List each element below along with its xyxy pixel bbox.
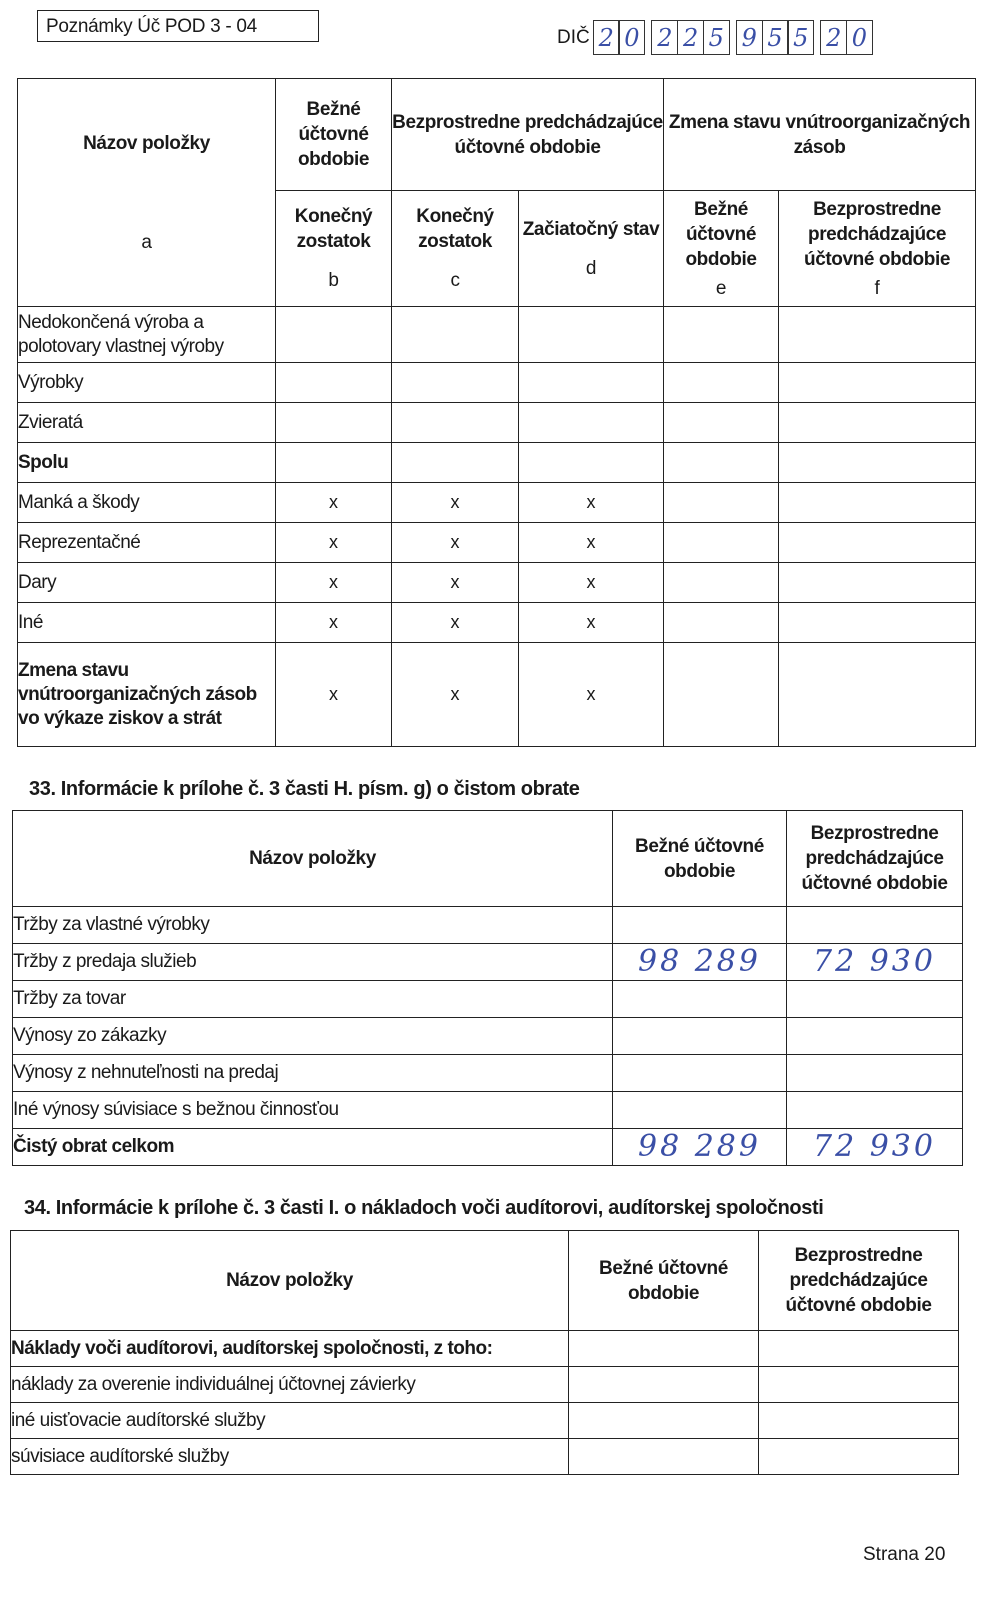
cell-e[interactable]: [664, 443, 779, 483]
table-row: [13, 1129, 963, 1166]
row-label: Dary: [18, 563, 276, 603]
row-label: Čistý obrat celkom: [13, 1129, 613, 1166]
row-label: Náklady voči audítorovi, audítorskej spoločnosti, z toho:: [11, 1331, 569, 1367]
row-label: Zvieratá: [18, 403, 276, 443]
table-row: [18, 643, 976, 747]
cell-current[interactable]: [613, 1092, 787, 1129]
cell-b: x: [276, 643, 392, 747]
table-row: [11, 1331, 959, 1367]
dic-label: DIČ: [557, 27, 590, 48]
col-header-opening-balance: Začiatočný stav d: [519, 191, 664, 307]
dic-digit[interactable]: 5: [787, 20, 814, 55]
cell-e[interactable]: [664, 363, 779, 403]
cell-e[interactable]: [664, 563, 779, 603]
table-row: [13, 981, 963, 1018]
table-row: [18, 363, 976, 403]
form-id: Poznámky Úč POD 3 - 04: [46, 16, 257, 37]
cell-previous[interactable]: [787, 981, 963, 1018]
row-label: Tržby za tovar: [13, 981, 613, 1018]
cell-current[interactable]: [613, 1018, 787, 1055]
cell-f[interactable]: [779, 643, 976, 747]
page-number: Strana 20: [863, 1544, 946, 1565]
col-header-name: Názov položky: [13, 811, 613, 907]
cell-c[interactable]: [392, 307, 519, 363]
dic-digit[interactable]: 0: [618, 20, 645, 55]
col-header-final-balance-previous: Konečný zostatok c: [392, 191, 519, 307]
dic-digit[interactable]: 5: [762, 20, 789, 55]
col-header-name: Názov položky: [11, 1231, 569, 1331]
cell-d: x: [519, 643, 664, 747]
cell-b: x: [276, 603, 392, 643]
cell-e[interactable]: [664, 483, 779, 523]
table-row: [13, 1055, 963, 1092]
cell-d: x: [519, 483, 664, 523]
cell-e[interactable]: [664, 643, 779, 747]
cell-previous[interactable]: [787, 907, 963, 944]
cell-f[interactable]: [779, 523, 976, 563]
cell-current[interactable]: 98 289: [613, 1129, 787, 1166]
cell-e[interactable]: [664, 403, 779, 443]
cell-current[interactable]: [569, 1439, 759, 1475]
col-header-current: Bežné účtovné obdobie: [613, 811, 787, 907]
cell-previous[interactable]: [759, 1331, 959, 1367]
cell-d[interactable]: [519, 403, 664, 443]
row-label: Manká a škody: [18, 483, 276, 523]
col-header-name: Názov položky a: [18, 79, 276, 307]
col-header-previous-period: Bezprostredne predchádzajúce účtovné obdobie: [392, 79, 664, 191]
cell-current[interactable]: 98 289: [613, 944, 787, 981]
cell-current[interactable]: [613, 1055, 787, 1092]
cell-c: x: [392, 523, 519, 563]
cell-f[interactable]: [779, 403, 976, 443]
cell-d: x: [519, 603, 664, 643]
col-header-current-period: Bežné účtovné obdobie: [276, 79, 392, 191]
dic-digit[interactable]: 5: [703, 20, 730, 55]
cell-b[interactable]: [276, 403, 392, 443]
table-row: [18, 523, 976, 563]
cell-c[interactable]: [392, 443, 519, 483]
cell-previous[interactable]: [787, 1092, 963, 1129]
row-label: Výnosy zo zákazky: [13, 1018, 613, 1055]
cell-e[interactable]: [664, 523, 779, 563]
row-label: Tržby z predaja služieb: [13, 944, 613, 981]
cell-b[interactable]: [276, 363, 392, 403]
cell-c: x: [392, 483, 519, 523]
cell-d[interactable]: [519, 363, 664, 403]
cell-f[interactable]: [779, 563, 976, 603]
table-row: [18, 443, 976, 483]
cell-b[interactable]: [276, 307, 392, 363]
dic-digit[interactable]: 2: [677, 20, 704, 55]
row-label: Reprezentačné: [18, 523, 276, 563]
cell-previous[interactable]: [759, 1439, 959, 1475]
cell-current[interactable]: [569, 1367, 759, 1403]
col-header-change-current: Bežné účtovné obdobie e: [664, 191, 779, 307]
table-row: [18, 563, 976, 603]
row-label: súvisiace audítorské služby: [11, 1439, 569, 1475]
cell-previous[interactable]: [759, 1403, 959, 1439]
cell-previous[interactable]: [787, 1018, 963, 1055]
row-label: Spolu: [18, 443, 276, 483]
dic-field[interactable]: [594, 20, 873, 55]
table-row: [18, 603, 976, 643]
cell-e[interactable]: [664, 603, 779, 643]
cell-c: x: [392, 643, 519, 747]
dic-digit[interactable]: 2: [820, 20, 847, 55]
table-row: [11, 1439, 959, 1475]
cell-e[interactable]: [664, 307, 779, 363]
cell-current[interactable]: [569, 1331, 759, 1367]
cell-c: x: [392, 603, 519, 643]
cell-b[interactable]: [276, 443, 392, 483]
cell-d[interactable]: [519, 307, 664, 363]
cell-d[interactable]: [519, 443, 664, 483]
cell-previous[interactable]: [759, 1367, 959, 1403]
cell-f[interactable]: [779, 603, 976, 643]
dic-digit[interactable]: 2: [651, 20, 678, 55]
cell-f[interactable]: [779, 363, 976, 403]
table-row: [18, 403, 976, 443]
cell-previous[interactable]: [787, 1055, 963, 1092]
cell-c: x: [392, 563, 519, 603]
cell-f[interactable]: [779, 307, 976, 363]
cell-d: x: [519, 563, 664, 603]
cell-d: x: [519, 523, 664, 563]
cell-current[interactable]: [569, 1403, 759, 1439]
table-row: [11, 1367, 959, 1403]
cell-f[interactable]: [779, 483, 976, 523]
cell-current[interactable]: [613, 907, 787, 944]
cell-previous[interactable]: 72 930: [787, 944, 963, 981]
col-header-previous: Bezprostredne predchádzajúce účtovné obdobie: [759, 1231, 959, 1331]
table-row: [13, 944, 963, 981]
row-label: Iné výnosy súvisiace s bežnou činnosťou: [13, 1092, 613, 1129]
dic-digit[interactable]: 9: [736, 20, 763, 55]
form-id-box: [37, 10, 319, 42]
row-label: Výrobky: [18, 363, 276, 403]
col-header-final-balance-current: Konečný zostatok b: [276, 191, 392, 307]
col-header-previous: Bezprostredne predchádzajúce účtovné obdobie: [787, 811, 963, 907]
cell-f[interactable]: [779, 443, 976, 483]
table-row: [13, 1018, 963, 1055]
section-33-title: 33. Informácie k prílohe č. 3 časti H. písm. g) o čistom obrate: [29, 778, 580, 800]
row-label: Výnosy z nehnuteľnosti na predaj: [13, 1055, 613, 1092]
col-header-change-previous: Bezprostredne predchádzajúce účtovné obdobie f: [779, 191, 976, 307]
table-row: [13, 1092, 963, 1129]
dic-digit[interactable]: 2: [593, 20, 620, 55]
table-row: [18, 483, 976, 523]
row-label: Tržby za vlastné výrobky: [13, 907, 613, 944]
row-label: iné uisťovacie audítorské služby: [11, 1403, 569, 1439]
col-header-current: Bežné účtovné obdobie: [569, 1231, 759, 1331]
cell-previous[interactable]: 72 930: [787, 1129, 963, 1166]
cell-current[interactable]: [613, 981, 787, 1018]
row-label: Nedokončená výroba a polotovary vlastnej výroby: [18, 307, 276, 363]
row-label: náklady za overenie individuálnej účtovnej závierky: [11, 1367, 569, 1403]
row-label: Zmena stavu vnútroorganizačných zásob vo výkaze ziskov a strát: [18, 643, 276, 747]
inventory-change-table: [17, 78, 976, 747]
cell-b: x: [276, 563, 392, 603]
table-row: [11, 1403, 959, 1439]
cell-b: x: [276, 483, 392, 523]
dic-digit[interactable]: 0: [846, 20, 873, 55]
col-header-inventory-change: Zmena stavu vnútroorganizačných zásob: [664, 79, 976, 191]
cell-b: x: [276, 523, 392, 563]
cell-c[interactable]: [392, 403, 519, 443]
auditor-costs-table: [10, 1230, 959, 1475]
net-turnover-table: [12, 810, 963, 1166]
cell-c[interactable]: [392, 363, 519, 403]
section-34-title: 34. Informácie k prílohe č. 3 časti I. o nákladoch voči audítorovi, audítorskej spoločnosti: [24, 1197, 824, 1219]
row-label: Iné: [18, 603, 276, 643]
table-row: [13, 907, 963, 944]
table-row: [18, 307, 976, 363]
